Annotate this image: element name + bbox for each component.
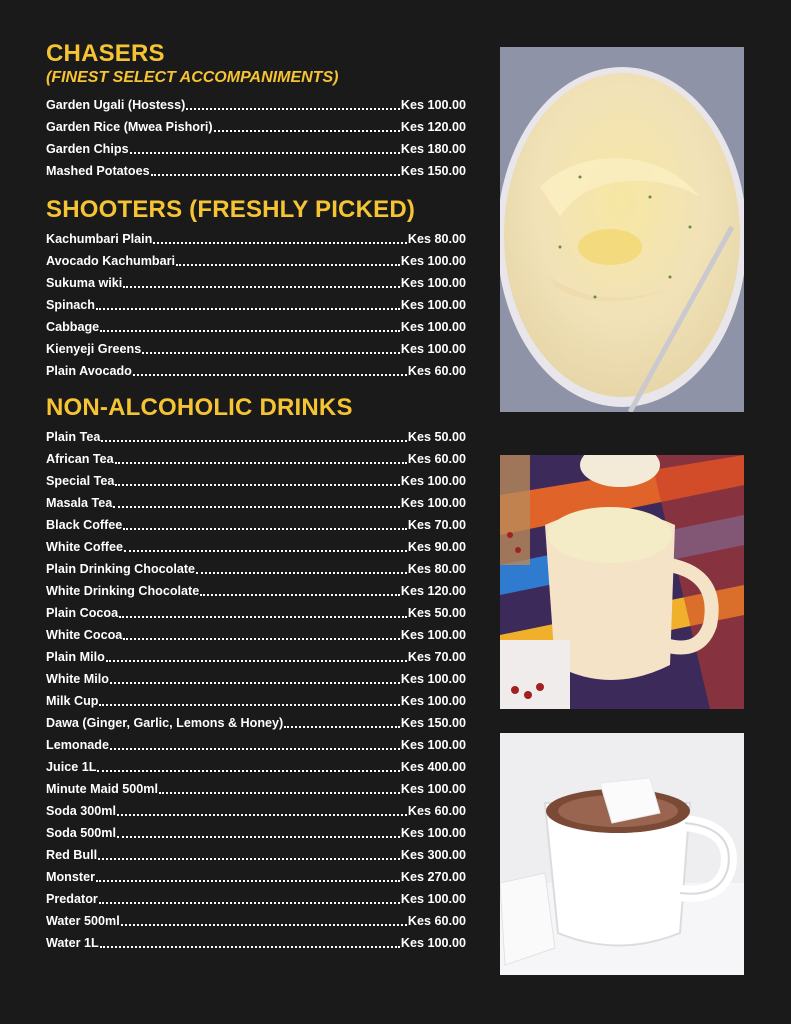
section-title: NON-ALCOHOLIC DRINKS <box>46 394 353 421</box>
section-title: CHASERS <box>46 40 165 67</box>
dot-leader <box>159 792 400 794</box>
menu-item-name: Red Bull <box>46 848 98 862</box>
menu-item <box>46 844 466 866</box>
dot-leader <box>124 550 407 552</box>
tea-mug-photo <box>500 455 744 709</box>
menu-item-name: Dawa (Ginger, Garlic, Lemons & Honey) <box>46 716 284 730</box>
menu-item <box>46 116 466 138</box>
menu-item <box>46 910 466 932</box>
cocoa-marshmallow-image <box>500 733 744 975</box>
menu-item-price: Kes 60.00 <box>407 804 466 818</box>
dot-leader <box>106 660 407 662</box>
menu-item-name: Milk Cup <box>46 694 99 708</box>
menu-item <box>46 536 466 558</box>
menu-item <box>46 294 466 316</box>
menu-item-name: Plain Drinking Chocolate <box>46 562 196 576</box>
section-drinks <box>46 394 466 954</box>
dot-leader <box>115 462 407 464</box>
menu-item <box>46 580 466 602</box>
menu-item-name: Masala Tea <box>46 496 113 510</box>
dot-leader <box>142 352 400 354</box>
menu-item-price: Kes 100.00 <box>400 738 466 752</box>
menu-list <box>46 94 466 182</box>
dot-leader <box>284 726 400 728</box>
menu-item-name: Sukuma wiki <box>46 276 123 290</box>
menu-item-price: Kes 100.00 <box>400 320 466 334</box>
menu-item <box>46 492 466 514</box>
menu-item <box>46 558 466 580</box>
menu-item <box>46 690 466 712</box>
menu-item-name: Water 500ml <box>46 914 120 928</box>
menu-item-name: White Drinking Chocolate <box>46 584 200 598</box>
menu-item-name: Garden Ugali (Hostess) <box>46 98 186 112</box>
menu-item <box>46 800 466 822</box>
menu-item-price: Kes 50.00 <box>407 430 466 444</box>
menu-item-name: African Tea <box>46 452 114 466</box>
menu-item <box>46 160 466 182</box>
menu-item-name: Plain Avocado <box>46 364 132 378</box>
menu-item-name: Garden Rice (Mwea Pishori) <box>46 120 213 134</box>
dot-leader <box>196 572 407 574</box>
menu-item-price: Kes 100.00 <box>400 694 466 708</box>
menu-item-price: Kes 100.00 <box>400 628 466 642</box>
menu-item-price: Kes 60.00 <box>407 452 466 466</box>
dot-leader <box>153 242 406 244</box>
menu-item-price: Kes 150.00 <box>400 716 466 730</box>
menu-item-price: Kes 70.00 <box>407 650 466 664</box>
section-subtitle: (FINEST SELECT ACCOMPANIMENTS) <box>46 69 339 86</box>
menu-item-name: Special Tea <box>46 474 115 488</box>
menu-item-price: Kes 180.00 <box>400 142 466 156</box>
dot-leader <box>98 858 400 860</box>
menu-item-price: Kes 70.00 <box>407 518 466 532</box>
menu-item <box>46 646 466 668</box>
menu-item-name: Predator <box>46 892 98 906</box>
dot-leader <box>101 440 407 442</box>
menu-item-name: Plain Cocoa <box>46 606 119 620</box>
dot-leader <box>99 704 399 706</box>
menu-item <box>46 94 466 116</box>
menu-item-name: Spinach <box>46 298 95 312</box>
menu-item <box>46 668 466 690</box>
dot-leader <box>214 130 400 132</box>
menu-item-price: Kes 100.00 <box>400 936 466 950</box>
section-title: SHOOTERS (FRESHLY PICKED) <box>46 196 416 223</box>
menu-item <box>46 470 466 492</box>
menu-item <box>46 734 466 756</box>
menu-item-name: Kachumbari Plain <box>46 232 153 246</box>
dot-leader <box>97 770 399 772</box>
menu-item-price: Kes 100.00 <box>400 892 466 906</box>
dot-leader <box>96 880 400 882</box>
menu-item-name: Kienyeji Greens <box>46 342 142 356</box>
menu-item <box>46 756 466 778</box>
menu-item-name: Water 1L <box>46 936 99 950</box>
menu-item-price: Kes 100.00 <box>400 254 466 268</box>
dot-leader <box>123 286 400 288</box>
menu-item-name: Cabbage <box>46 320 100 334</box>
dot-leader <box>121 924 407 926</box>
menu-item-price: Kes 100.00 <box>400 826 466 840</box>
menu-item <box>46 932 466 954</box>
menu-item-price: Kes 120.00 <box>400 120 466 134</box>
dot-leader <box>200 594 400 596</box>
menu-item-price: Kes 120.00 <box>400 584 466 598</box>
mashed-potatoes-photo <box>500 47 744 412</box>
menu-item <box>46 272 466 294</box>
menu-item-name: White Milo <box>46 672 109 686</box>
dot-leader <box>151 174 400 176</box>
menu-item <box>46 138 466 160</box>
dot-leader <box>100 946 400 948</box>
dot-leader <box>99 902 400 904</box>
dot-leader <box>110 682 400 684</box>
menu-item-price: Kes 60.00 <box>407 914 466 928</box>
menu-item-price: Kes 50.00 <box>407 606 466 620</box>
dot-leader <box>117 814 407 816</box>
menu-item-price: Kes 100.00 <box>400 496 466 510</box>
menu-item-price: Kes 100.00 <box>400 672 466 686</box>
dot-leader <box>115 484 400 486</box>
menu-item-name: White Coffee <box>46 540 123 554</box>
menu-item <box>46 624 466 646</box>
menu-item-price: Kes 100.00 <box>400 782 466 796</box>
menu-item-price: Kes 80.00 <box>407 562 466 576</box>
menu-item-name: Lemonade <box>46 738 109 752</box>
dot-leader <box>130 152 400 154</box>
menu-item-name: Garden Chips <box>46 142 129 156</box>
menu-column <box>46 40 466 954</box>
dot-leader <box>186 108 400 110</box>
dot-leader <box>96 308 400 310</box>
dot-leader <box>176 264 400 266</box>
dot-leader <box>110 748 400 750</box>
dot-leader <box>100 330 400 332</box>
menu-item <box>46 822 466 844</box>
section-shooters <box>46 196 466 382</box>
cocoa-marshmallow-photo <box>500 733 744 975</box>
menu-item-price: Kes 80.00 <box>407 232 466 246</box>
menu-item <box>46 448 466 470</box>
menu-item-name: Plain Tea <box>46 430 101 444</box>
menu-item-name: Soda 500ml <box>46 826 116 840</box>
menu-list <box>46 228 466 382</box>
menu-item-name: Black Coffee <box>46 518 123 532</box>
dot-leader <box>133 374 407 376</box>
menu-item <box>46 338 466 360</box>
menu-item-name: Soda 300ml <box>46 804 116 818</box>
menu-item <box>46 426 466 448</box>
menu-item-price: Kes 270.00 <box>400 870 466 884</box>
dot-leader <box>123 528 407 530</box>
menu-item <box>46 888 466 910</box>
menu-item-price: Kes 100.00 <box>400 474 466 488</box>
menu-item <box>46 514 466 536</box>
mashed-potatoes-image <box>500 47 744 412</box>
dot-leader <box>119 616 407 618</box>
menu-item-name: Mashed Potatoes <box>46 164 150 178</box>
tea-mug-image <box>500 455 744 709</box>
menu-item <box>46 778 466 800</box>
menu-item <box>46 360 466 382</box>
menu-item-price: Kes 400.00 <box>400 760 466 774</box>
menu-list <box>46 426 466 954</box>
menu-item-name: Plain Milo <box>46 650 105 664</box>
menu-item <box>46 250 466 272</box>
menu-item-price: Kes 100.00 <box>400 276 466 290</box>
menu-item-price: Kes 60.00 <box>407 364 466 378</box>
menu-item-name: Juice 1L <box>46 760 97 774</box>
menu-item-name: White Cocoa <box>46 628 123 642</box>
dot-leader <box>113 506 400 508</box>
menu-item <box>46 316 466 338</box>
menu-item-name: Avocado Kachumbari <box>46 254 175 268</box>
menu-item <box>46 228 466 250</box>
menu-item <box>46 712 466 734</box>
menu-item-price: Kes 100.00 <box>400 342 466 356</box>
menu-item <box>46 866 466 888</box>
dot-leader <box>117 836 400 838</box>
menu-item-price: Kes 100.00 <box>400 298 466 312</box>
menu-item-price: Kes 90.00 <box>407 540 466 554</box>
menu-item-price: Kes 100.00 <box>400 98 466 112</box>
menu-item-name: Minute Maid 500ml <box>46 782 158 796</box>
menu-item-name: Monster <box>46 870 95 884</box>
menu-item <box>46 602 466 624</box>
dot-leader <box>123 638 400 640</box>
menu-item-price: Kes 300.00 <box>400 848 466 862</box>
menu-item-price: Kes 150.00 <box>400 164 466 178</box>
section-chasers <box>46 40 466 182</box>
